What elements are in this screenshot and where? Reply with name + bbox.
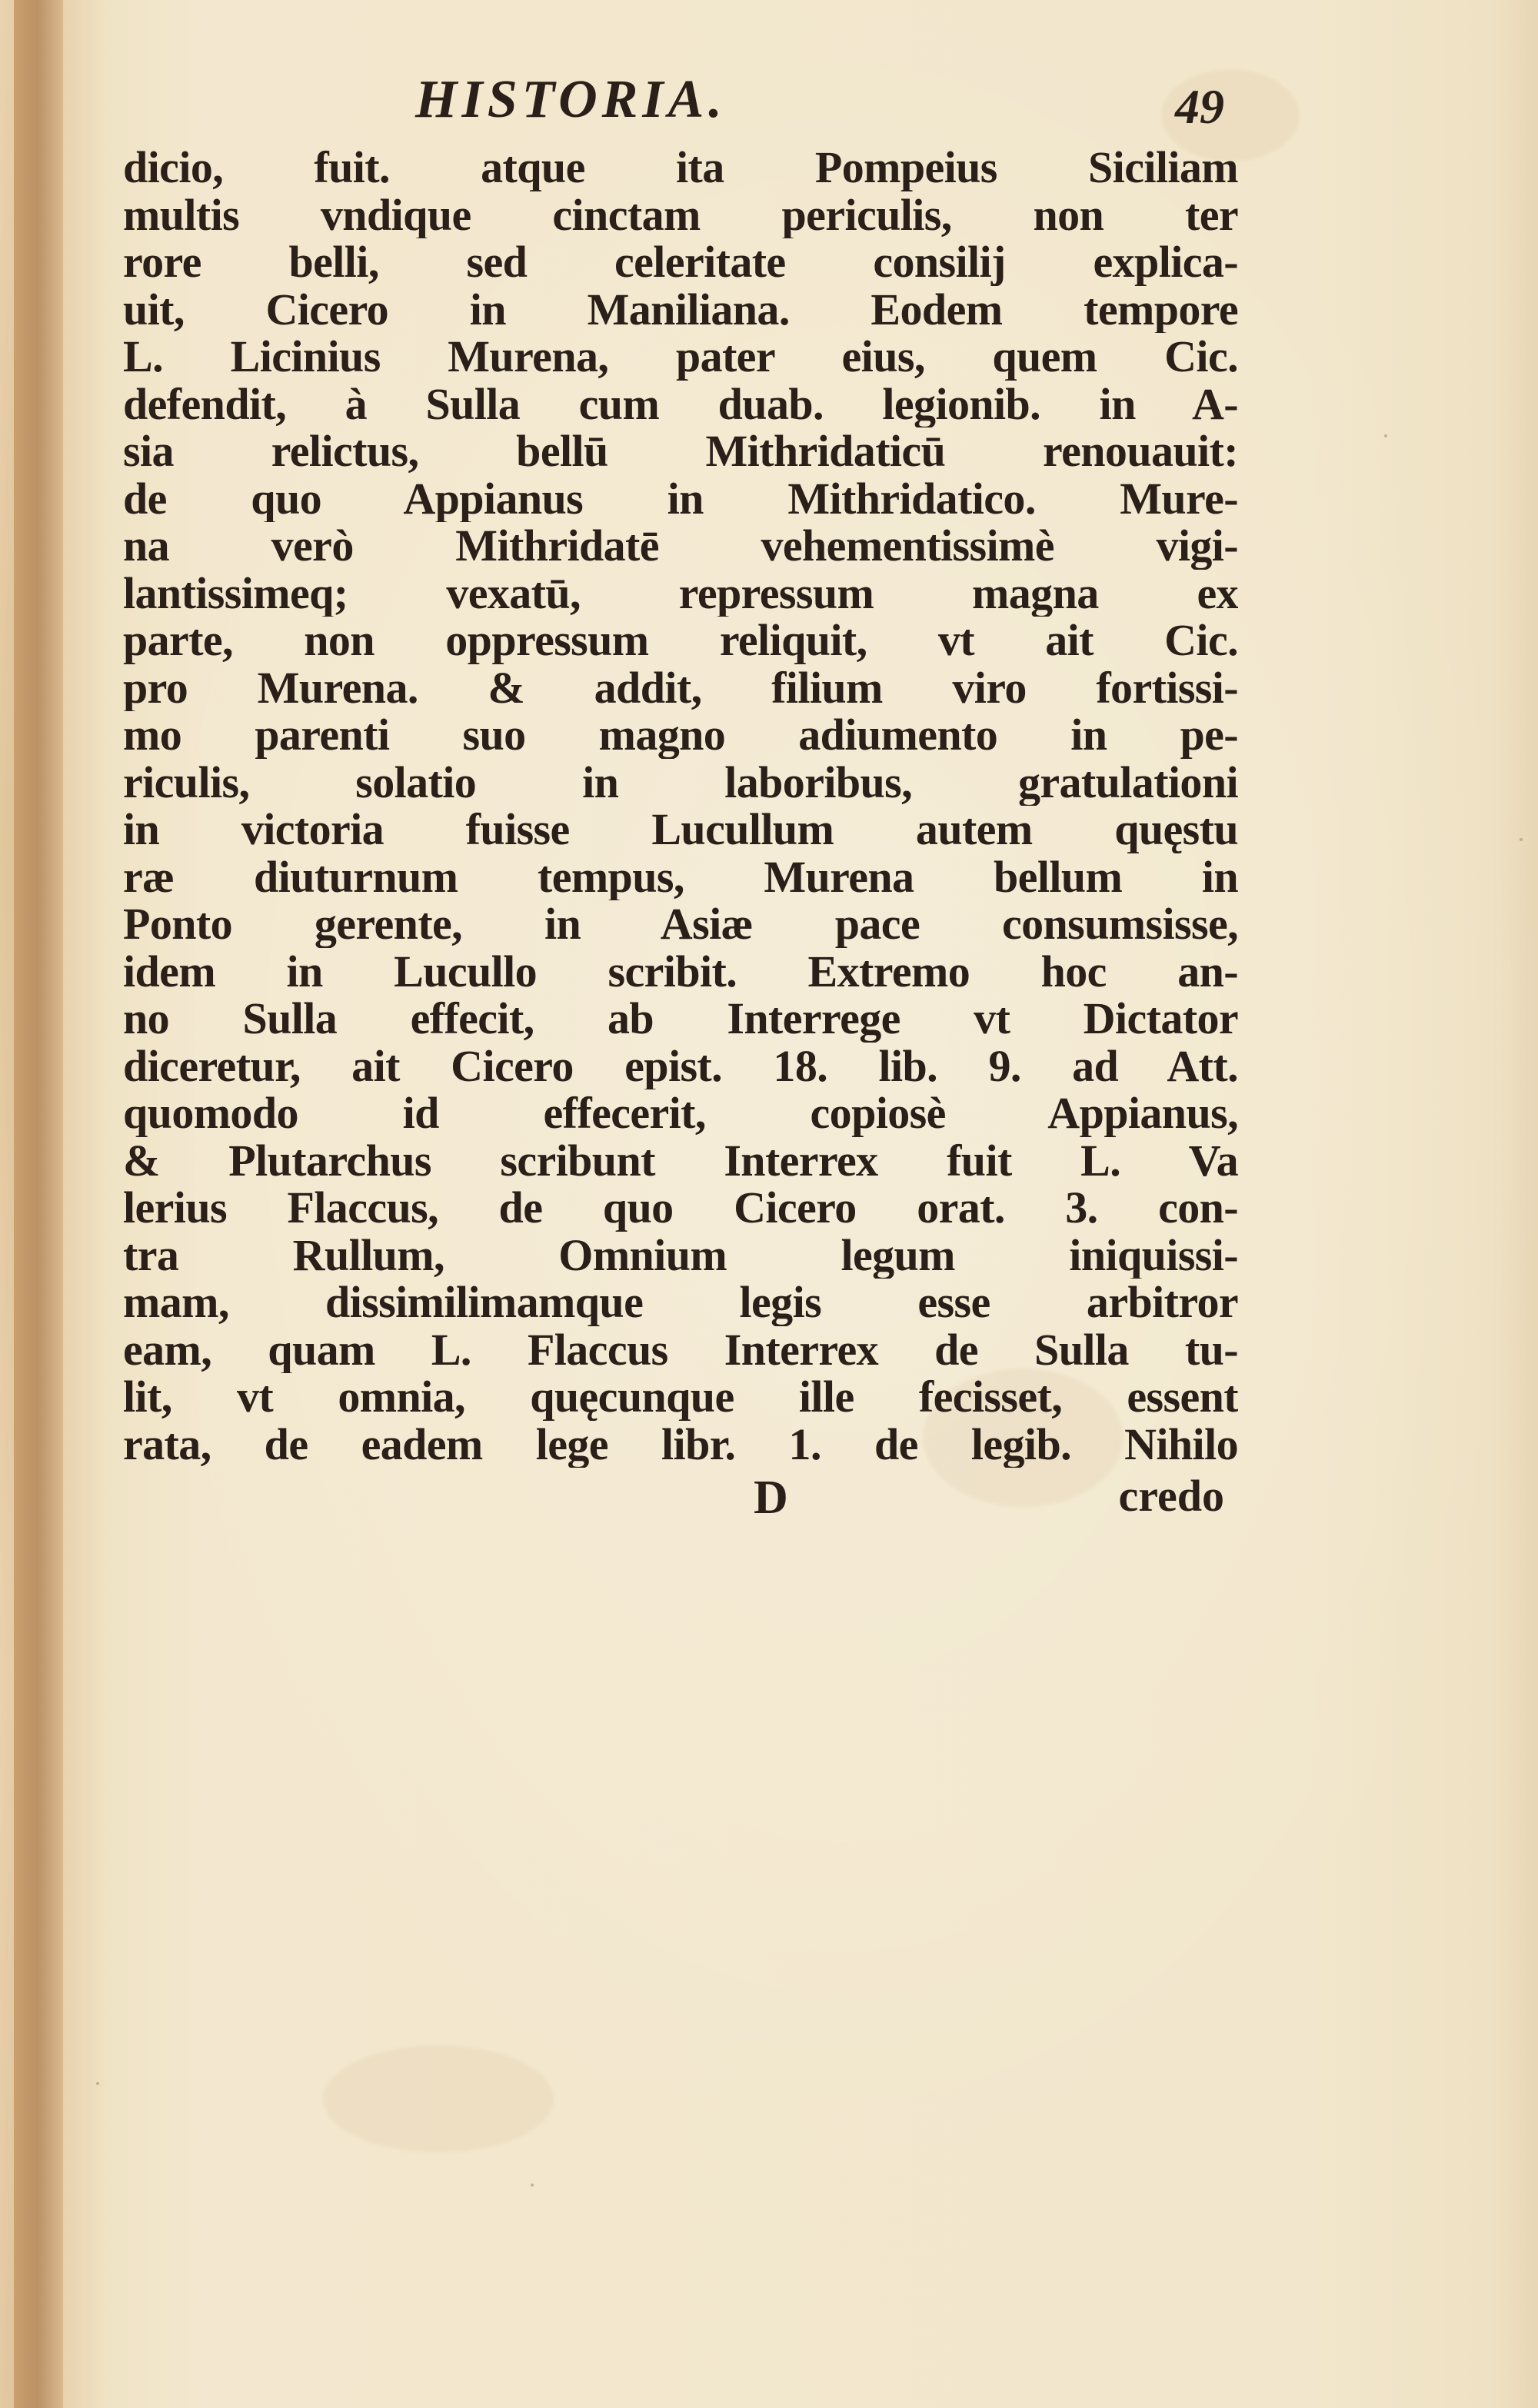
text-line: parte, non oppressum reliquit, vt ait Cic.: [123, 617, 1238, 664]
text-line: uit, Cicero in Maniliana. Eodem tempore: [123, 285, 1238, 333]
spine-highlight: [0, 0, 14, 2408]
text-line: multis vndique cinctam periculis, non ter: [123, 191, 1238, 238]
paper-speck: [1520, 838, 1523, 841]
page-number: 49: [1175, 79, 1224, 134]
text-line: rata, de eadem lege libr. 1. de legib. Nihilo: [123, 1420, 1238, 1468]
page-text-block: [123, 70, 1238, 1532]
text-line: lantissimeq; vexatū, repressum magna ex: [123, 569, 1238, 617]
text-line: lerius Flaccus, de quo Cicero orat. 3. con-: [123, 1184, 1238, 1232]
text-line: & Plutarchus scribunt Interrex fuit L. Va: [123, 1136, 1238, 1184]
paper-speck: [96, 2082, 99, 2085]
text-line: pro Murena. & addit, filium viro fortissi-: [123, 664, 1238, 711]
paper-stain: [323, 2045, 554, 2153]
text-line: eam, quam L. Flaccus Interrex de Sulla tu-: [123, 1325, 1238, 1373]
text-line: de quo Appianus in Mithridatico. Mure-: [123, 474, 1238, 522]
text-line: riculis, solatio in laboribus, gratulationi: [123, 758, 1238, 806]
text-line: sia relictus, bellū Mithridaticū renouauit:: [123, 427, 1238, 475]
text-line: tra Rullum, Omnium legum iniquissi-: [123, 1231, 1238, 1279]
text-line: Ponto gerente, in Asiæ pace consumsisse,: [123, 900, 1238, 948]
page-footer: [123, 1471, 1238, 1532]
text-line: L. Licinius Murena, pater eius, quem Cic.: [123, 333, 1238, 381]
catchword: credo: [1118, 1471, 1224, 1521]
text-line: defendit, à Sulla cum duab. legionib. in A-: [123, 380, 1238, 427]
text-line: diceretur, ait Cicero epist. 18. lib. 9. ad Att.: [123, 1042, 1238, 1089]
text-line: quomodo id effecerit, copiosè Appianus,: [123, 1089, 1238, 1137]
text-line: in victoria fuisse Lucullum autem quęstu: [123, 806, 1238, 853]
text-line: dicio, fuit. atque ita Pompeius Siciliam: [123, 144, 1238, 191]
signature-mark: D: [754, 1472, 788, 1524]
text-line: na verò Mithridatē vehementissimè vigi-: [123, 522, 1238, 570]
text-line: lit, vt omnia, quęcunque ille fecisset, essent: [123, 1373, 1238, 1421]
page-header: [123, 70, 1238, 144]
text-line: idem in Lucullo scribit. Extremo hoc an-: [123, 947, 1238, 995]
text-line: no Sulla effecit, ab Interrege vt Dictator: [123, 995, 1238, 1043]
running-head: HISTORIA.: [415, 70, 727, 129]
paper-speck: [531, 2183, 534, 2187]
text-line: mam, dissimilimamque legis esse arbitror: [123, 1279, 1238, 1326]
paper-speck: [1384, 434, 1387, 437]
text-line: mo parenti suo magno adiumento in pe-: [123, 711, 1238, 759]
text-line: rore belli, sed celeritate consilij explica-: [123, 238, 1238, 286]
text-line: ræ diuturnum tempus, Murena bellum in: [123, 853, 1238, 900]
